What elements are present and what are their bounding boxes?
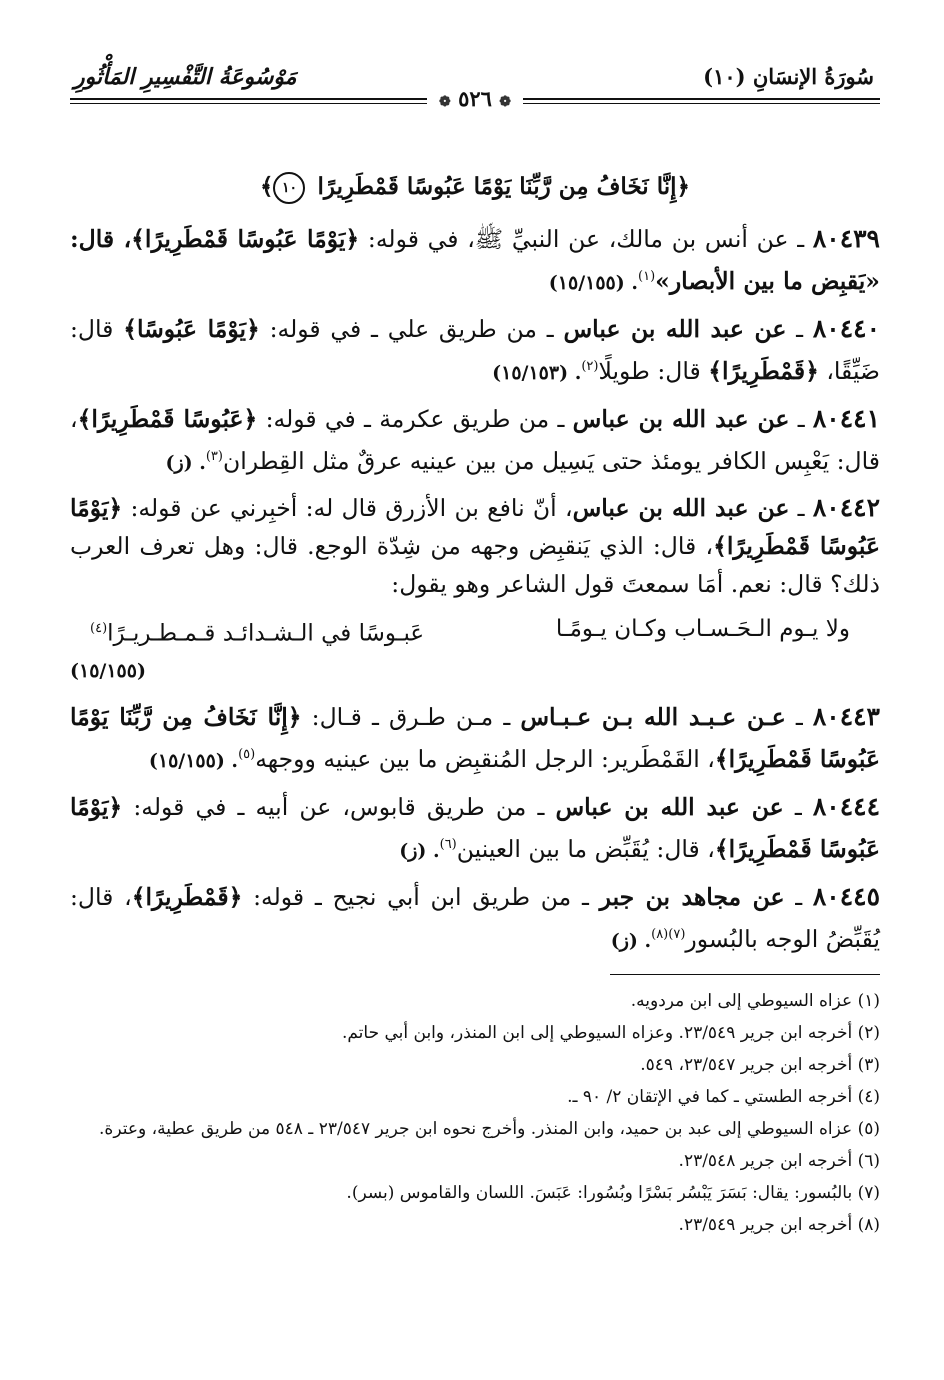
narration-item: ٨٠٤٤٥ ـ عن مجاهد بن جبر ـ من طريق ابن أبي نجيح ـ قوله: ﴿قَمْطَرِيرًا﴾، قال: يُقَبِّضُ الوجه بالبُسور$^{(٧)(٨)}$. (ز) xyxy=(70,881,880,953)
quran-quote: ﴿يَوْمًا عَبُوسًا قَمْطَرِيرًا﴾ xyxy=(70,792,880,863)
page-number: ٥٢٦ xyxy=(458,86,492,111)
footnote-marker: (٤) xyxy=(90,621,108,637)
narrator: عن عبد الله بن عباس xyxy=(563,314,787,343)
narrator: عن عبد الله بن عباس xyxy=(572,404,790,433)
book-title: مَوْسُوعَةُ التَّفْسِيرِ المَأْثُورِ xyxy=(74,64,297,90)
footnote: (٦) أخرجه ابن جرير ٢٣/٥٤٨. xyxy=(678,1150,880,1171)
quran-quote: ﴿قَمْطَرِيرًا﴾ xyxy=(708,356,819,385)
narrator: عـن عـبـد الله بـن عـبـاس xyxy=(520,703,786,732)
narration-text: ـ من طريق عكرمة ـ في قوله: xyxy=(257,404,573,433)
poem-hemistich-second: عَبـوسًا في الـشـدائـد قـمـطـريـرًا xyxy=(107,621,425,648)
quran-quote: ﴿عَبُوسًا قَمْطَرِيرًا﴾ xyxy=(77,404,258,433)
footnote-marker: (٣) xyxy=(205,448,223,464)
narration-text: ، قال: يَعْبِس الكافر يومئذ حتى يَسِيل من بين عينيه عرقٌ مثل القِطران xyxy=(70,404,880,475)
poem-hemistich-first: ولا يـوم الـحَـسـاب وكـان يـومًـا xyxy=(555,616,850,643)
footnotes xyxy=(70,987,880,1239)
narrator: عن عبد الله بن عباس xyxy=(572,494,790,523)
verse-heading xyxy=(70,172,880,204)
reference: . (١٥/١٥٥) xyxy=(548,271,638,294)
narration-item: ٨٠٤٤٤ ـ عن عبد الله بن عباس ـ من طريق قابوس، عن أبيه ـ في قوله: ﴿يَوْمًا عَبُوسًا قَمْطَرِيرًا﴾، قال: يُقَبِّض ما بين العينين$^{(٦)}$. (ز) xyxy=(70,791,880,863)
footnote: (٤) أخرجه الطستي ـ كما في الإتقان ٢/ ٩٠ ـ. xyxy=(567,1086,880,1107)
document-page xyxy=(70,58,880,1243)
narration-item: ٨٠٤٤٠ ـ عن عبد الله بن عباس ـ من طريق علي ـ في قوله: ﴿يَوْمًا عَبُوسًا﴾ قال: ضَيِّقًا، ﴿قَمْطَرِيرًا﴾ قال: طويلًا$^{(٢)}$. (١٥/١٥٣) xyxy=(70,313,881,385)
footnote-marker: (١) xyxy=(638,269,656,284)
narration-text: ـ مـن طـرق ـ قـال: xyxy=(301,703,521,732)
narration-text: قال: ضَيِّقًا، xyxy=(70,314,880,385)
quran-quote: ﴿قَمْطَرِيرًا﴾ xyxy=(131,882,243,911)
narration-number: ٨٠٤٤١ xyxy=(812,403,881,433)
page-header xyxy=(70,58,880,122)
footnote-marker: (٥) xyxy=(238,747,256,763)
narration-text: ـ من طريق قابوس، عن أبيه ـ في قوله: xyxy=(122,792,556,821)
verse-text: ﴿إِنَّا نَخَافُ مِن رَّبِّنَا يَوْمًا عَبُوسًا قَمْطَرِيرًا xyxy=(317,173,690,200)
surah-title: سُورَةُ الإنسَانِ (١٠) xyxy=(703,64,874,89)
narration-item xyxy=(70,220,880,302)
narration-text: ، أنّ نافع بن الأزرق قال له: أخبِرني عن قوله: xyxy=(122,494,573,523)
narration-number: ٨٠٤٤٠ xyxy=(812,313,881,343)
footnote: (١) عزاه السيوطي إلى ابن مردويه. xyxy=(630,990,880,1011)
reference: . (١٥/١٥٣) xyxy=(492,361,582,384)
footnote: (٣) أخرجه ابن جرير ٢٣/٥٤٧، ٥٤٩. xyxy=(640,1054,880,1075)
quran-quote: ﴿يَوْمًا عَبُوسًا قَمْطَرِيرًا﴾ xyxy=(131,225,360,253)
narration-text: ، قال: يُقَبِّض ما بين العينين xyxy=(456,834,715,863)
narration-text: ـ من طريق ابن أبي نجيح ـ قوله: xyxy=(242,882,600,911)
poem-verse xyxy=(70,609,880,654)
narration-item: ٨٠٤٤١ ـ عن عبد الله بن عباس ـ من طريق عكرمة ـ في قوله: ﴿عَبُوسًا قَمْطَرِيرًا﴾، قال: يَعْبِس الكافر يومئذ حتى يَسِيل من بين عينيه عرقٌ مثل القِطران$^{(٣)}$. (ز) xyxy=(70,403,881,475)
narration-item: ٨٠٤٤٢ ـ عن عبد الله بن عباس، أنّ نافع بن الأزرق قال له: أخبِرني عن قوله: ﴿يَوْمًا عَبُوسًا قَمْطَرِيرًا﴾، قال: الذي يَنقبِض وجهه من شِدّة الوجع. قال: وهل تعرف العرب ذلك؟ قال: نعم. أمَا سمعتَ قول الشاعر وهو يقول: ولا يـوم الـحَـسـاب وكـان يـومًـا عَبـوسًا في الـشـدائـد قـمـطـريـرًا$^{(٤)}$ (١٥/١٥٥) xyxy=(70,489,880,690)
narration-text: ، قال: يُقَبِّضُ الوجه بالبُسور xyxy=(70,882,880,953)
verse-close: ﴾ xyxy=(260,173,274,200)
ornament-icon: ❁ xyxy=(499,94,511,110)
narration-text: ـ عن أنس بن مالك، عن النبيِّ ﷺ، في قوله: xyxy=(359,225,813,253)
narration-number: ٨٠٤٤٣ xyxy=(812,702,880,732)
narration-text: ـ من طريق علي ـ في قوله: xyxy=(259,314,564,343)
footnote-marker: (٧)(٨) xyxy=(651,926,686,942)
narration-number: ٨٠٤٣٩ xyxy=(812,224,880,253)
reference: . (ز) xyxy=(610,929,652,952)
footnote: (٢) أخرجه ابن جرير ٢٣/٥٤٩. وعزاه السيوطي إلى ابن المنذر، وابن أبي حاتم. xyxy=(341,1022,880,1043)
footnote: (٨) أخرجه ابن جرير ٢٣/٥٤٩. xyxy=(678,1214,880,1235)
narration-text: ، القَمْطَرير: الرجل المُنقبِض ما بين عينيه ووجهه xyxy=(255,744,715,773)
quran-quote: ﴿يَوْمًا عَبُوسًا قَمْطَرِيرًا﴾ xyxy=(70,494,880,561)
narration-number: ٨٠٤٤٤ xyxy=(812,791,880,821)
reference: (١٥/١٥٥) xyxy=(70,660,146,683)
page-number-box xyxy=(427,86,523,111)
footnote: (٥) عزاه السيوطي إلى عبد بن حميد، وابن المنذر. وأخرج نحوه ابن جرير ٢٣/٥٤٧ ـ ٥٤٨ من طريق عطية، وعترة. xyxy=(99,1118,880,1139)
narrator: عن عبد الله بن عباس xyxy=(555,792,784,821)
narrations xyxy=(70,220,880,960)
narration-text: ، قال: «يَقبِض ما بين الأبصار» xyxy=(70,225,880,295)
narration-number: ٨٠٤٤٢ xyxy=(812,493,880,523)
reference: . (ز) xyxy=(165,451,206,474)
footnote-marker: (٦) xyxy=(439,836,457,852)
narrator: عن مجاهد بن جبر xyxy=(599,882,785,911)
ornament-icon: ❁ xyxy=(439,94,451,110)
ayah-number-marker: ١٠ xyxy=(273,172,305,204)
narration-text: قال: طويلًا xyxy=(598,356,709,385)
narration-text: ، قال: الذي يَنقبِض وجهه من شِدّة الوجع. قال: وهل تعرف العرب ذلك؟ قال: نعم. أمَا سمعتَ قول الشاعر وهو يقول: xyxy=(70,532,880,599)
quran-quote: ﴿إِنَّا نَخَافُ مِن رَّبِّنَا يَوْمًا عَبُوسًا قَمْطَرِيرًا﴾ xyxy=(70,703,880,773)
reference: . (ز) xyxy=(399,839,440,862)
reference: . (١٥/١٥٥) xyxy=(148,749,239,772)
narration-number: ٨٠٤٤٥ xyxy=(812,881,880,911)
narration-item: ٨٠٤٤٣ ـ عـن عـبـد الله بـن عـبـاس ـ مـن طـرق ـ قـال: ﴿إِنَّا نَخَافُ مِن رَّبِّنَا يَوْمًا عَبُوسًا قَمْطَرِيرًا﴾، القَمْطَرير: الرجل المُنقبِض ما بين عينيه ووجهه$^{(٥)}$. (١٥/١٥٥) xyxy=(70,702,880,773)
footnote-separator xyxy=(610,974,880,975)
footnote-marker: (٢) xyxy=(581,358,599,374)
footnote: (٧) بالبُسور: يقال: بَسَرَ يَبْسُر بَسْرًا وبُسُورا: عَبَسَ. اللسان والقاموس (بسر). xyxy=(346,1182,880,1203)
quran-quote: ﴿يَوْمًا عَبُوسًا﴾ xyxy=(123,314,260,343)
